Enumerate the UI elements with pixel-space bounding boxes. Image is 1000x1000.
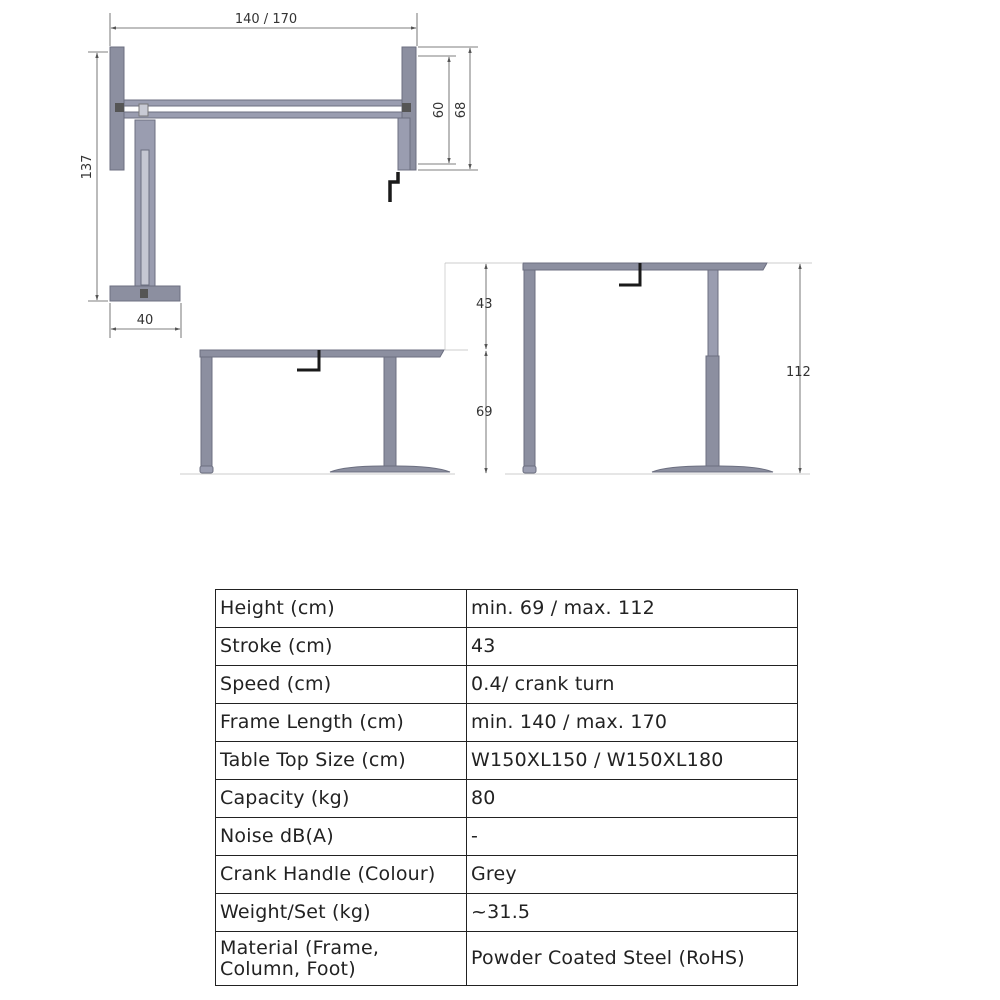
table-row: [216, 628, 798, 666]
high-left-foot-cap: [523, 466, 536, 473]
low-table-top: [200, 350, 444, 357]
top-joint-center: [139, 104, 148, 116]
high-left-leg: [524, 270, 535, 468]
spec-table: [215, 589, 798, 986]
dim-total-depth: 137: [80, 154, 95, 180]
top-right-column: [398, 118, 410, 170]
top-view: [80, 12, 478, 338]
dim-foot-width: 40: [136, 313, 154, 328]
spec-value: 43: [467, 628, 798, 666]
spec-label: Height (cm): [216, 590, 467, 628]
spec-label: Frame Length (cm): [216, 704, 467, 742]
high-right-column-lower: [706, 356, 719, 467]
dim-frame-length: 140 / 170: [234, 12, 298, 27]
dim-inner-depth: 60: [432, 101, 447, 119]
dim-outer-depth: 68: [454, 101, 469, 119]
spec-label: Crank Handle (Colour): [216, 856, 467, 894]
top-column-inner: [141, 150, 149, 285]
top-cross-beam-lower: [124, 112, 402, 118]
top-joint-left: [115, 103, 124, 112]
table-row: [216, 742, 798, 780]
table-row: [216, 666, 798, 704]
table-row: [216, 894, 798, 932]
spec-value: ~31.5: [467, 894, 798, 932]
spec-value: Powder Coated Steel (RoHS): [467, 932, 798, 986]
low-left-foot-cap: [200, 466, 213, 473]
spec-value: min. 140 / max. 170: [467, 704, 798, 742]
table-row: [216, 856, 798, 894]
spec-label: Stroke (cm): [216, 628, 467, 666]
top-cross-beam-upper: [124, 100, 402, 106]
table-row: [216, 590, 798, 628]
top-base-joint: [140, 289, 148, 298]
spec-label: Noise dB(A): [216, 818, 467, 856]
high-table-top: [523, 263, 767, 270]
dim-min-height: 69: [476, 405, 493, 420]
spec-label: Capacity (kg): [216, 780, 467, 818]
top-crank-handle: [390, 172, 398, 202]
spec-label: Speed (cm): [216, 666, 467, 704]
spec-value: -: [467, 818, 798, 856]
low-right-foot: [330, 466, 450, 472]
spec-value: 80: [467, 780, 798, 818]
top-joint-right: [402, 103, 411, 112]
spec-value: Grey: [467, 856, 798, 894]
side-view-high: [505, 263, 810, 474]
table-row: [216, 704, 798, 742]
spec-value: min. 69 / max. 112: [467, 590, 798, 628]
spec-value: W150XL150 / W150XL180: [467, 742, 798, 780]
spec-label: Table Top Size (cm): [216, 742, 467, 780]
high-right-column-upper: [708, 270, 718, 356]
spec-label: Weight/Set (kg): [216, 894, 467, 932]
low-left-leg: [201, 357, 212, 468]
table-row: [216, 818, 798, 856]
high-right-foot: [652, 466, 773, 472]
side-view-low: [180, 350, 455, 474]
table-row: [216, 780, 798, 818]
low-right-column: [384, 357, 396, 467]
dim-max-height: 112: [786, 365, 811, 380]
spec-label: Material (Frame, Column, Foot): [216, 932, 467, 986]
spec-value: 0.4/ crank turn: [467, 666, 798, 704]
table-row: [216, 932, 798, 986]
dim-stroke: 43: [476, 297, 493, 312]
side-dimensions: [445, 263, 812, 473]
